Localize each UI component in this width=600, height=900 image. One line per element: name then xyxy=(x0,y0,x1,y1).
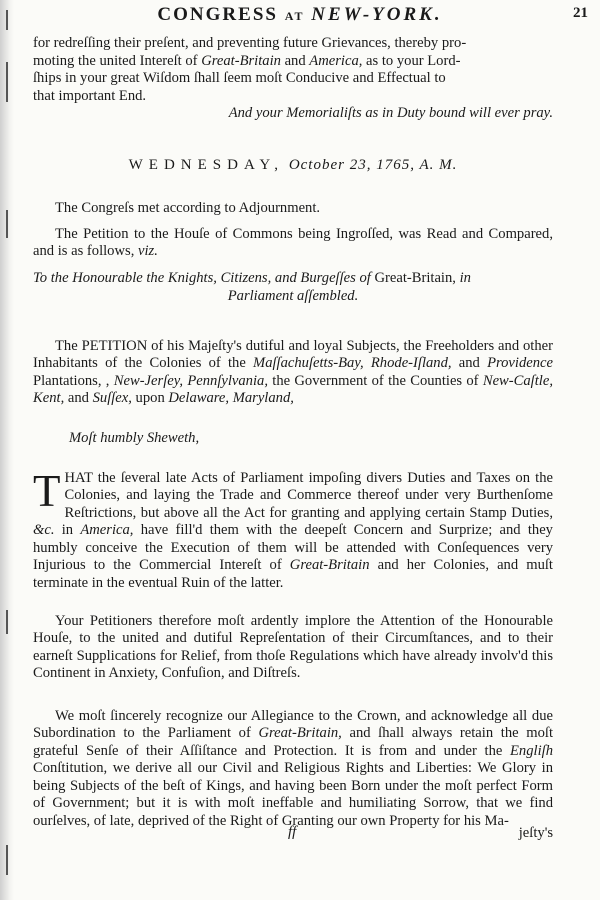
text-line: for redreſſing their preſent, and preventing future Grievances, thereby pro- xyxy=(33,35,467,51)
petition-paragraph-2: Your Petitioners therefore moſt ardently implore the Attention of the Honourable Houſe, to the united and dutiful Repreſentation of their Circumſtances, and to their earneſt Supplications for Relief, from thoſe Regulations which have already involv'd this Continent in Anxiety, Confuſion, and Diſtreſs. xyxy=(33,612,553,682)
address-line-2: Parliament aſſembled. xyxy=(227,287,359,304)
running-head xyxy=(0,4,600,26)
page-header xyxy=(0,2,600,26)
gutter-mark xyxy=(6,845,8,875)
continued-paragraph xyxy=(33,35,553,105)
text-line: moting the united Intereſt of Great-Britain and America, as to your Lord- xyxy=(33,52,461,69)
page-number: 21 xyxy=(573,5,588,21)
gutter-mark xyxy=(6,210,8,238)
date-heading xyxy=(33,157,553,175)
text-line: that important End. xyxy=(33,87,147,104)
signature-mark: ff xyxy=(288,824,297,840)
petition-intro-paragraph: The Petition to the Houſe of Commons being Ingroſſed, was Read and Compared, and is as follows, viz. xyxy=(33,225,553,260)
running-head-place: NEW-YORK. xyxy=(311,4,443,25)
address-block xyxy=(33,270,553,305)
running-head-at: AT xyxy=(284,9,305,23)
catchword: jeſty's xyxy=(518,825,553,841)
text-line: ſhips in your great Wiſdom ſhall ſeem moſt Conducive and Effectual to xyxy=(33,70,446,86)
address-line: To the Honourable the Knights, Citizens, and Burgeſſes of Great-Britain, in xyxy=(33,270,471,286)
drop-cap: T xyxy=(33,465,61,516)
pray-line: And your Memorialiſts as in Duty bound will ever pray. xyxy=(228,105,553,121)
gutter-mark xyxy=(6,62,8,102)
book-gutter xyxy=(0,0,14,900)
petition-title-paragraph: The PETITION of his Majeſty's dutiful and loyal Subjects, the Freeholders and other Inhabitants of the Colonies of the Maſſachuſetts-Bay, Rhode-Iſland, and Providence Plantations, , New-Jerſey, Pennſylvania, the Government of the Counties of New-Caſtle, Kent, and Suſſex, upon Delaware, Maryland, xyxy=(33,337,553,407)
gutter-mark xyxy=(6,610,8,634)
adjournment-paragraph: The Congreſs met according to Adjournment. xyxy=(55,199,321,216)
petition-paragraph-1: THAT the ſeveral late Acts of Parliament impoſing divers Duties and Taxes on the Colonies, and laying the Trade and Commerce thereof under very Burthenſome Reſtrictions, but above all the Act for granting and applying certain Stamp Duties, &c. in America, have fill'd them with the deepeſt Concern and Surprize; and they humbly conceive the Execution of them will be attended with Conſequences very Injurious to the Commercial Intereſt of Great-Britain and her Colonies, and muſt terminate in the eventual Ruin of the latter. xyxy=(33,465,553,591)
date-day: WEDNESDAY, xyxy=(128,157,285,173)
humbly-sheweth: Moſt humbly Sheweth, xyxy=(69,430,200,446)
running-head-main: CONGRESS xyxy=(157,4,278,25)
date-rest: October 23, 1765, A. M. xyxy=(288,157,458,173)
petition-paragraph-3: We moſt ſincerely recognize our Allegiance to the Crown, and acknowledge all due Subordination to the Parliament of Great-Britain, and ſhall always retain the moſt grateful Senſe of their Aſſiſtance and Protection. It is from and under the Engliſh Conſtitution, we derive all our Civil and Religious Rights and Liberties: We Glory in being Subjects of the beſt of Kings, and having been Born under the moſt perfect Form of Government; but it is with moſt ineffable and humiliating Sorrow, that we find ourſelves, of late, deprived of the Right of Granting our own Property for his Ma- xyxy=(33,707,554,829)
